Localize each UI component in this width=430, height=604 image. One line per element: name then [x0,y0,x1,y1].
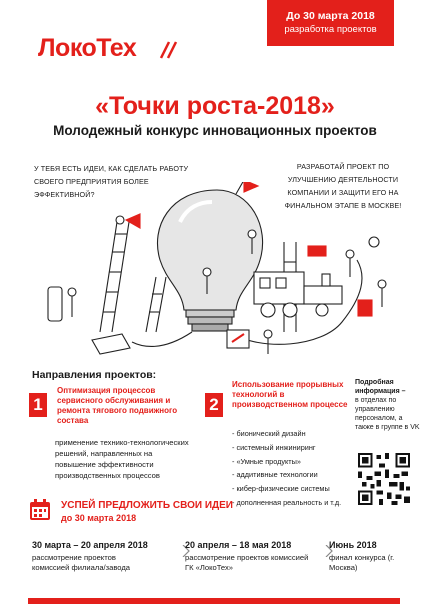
timeline-1-desc: рассмотрение проектов комиссией филиала/завода [32,553,131,572]
list-item: - «Умные продукты» [232,456,301,466]
direction-1-number: 1 [29,393,47,417]
direction-2-heading: Использование прорывных технологий в производственном процессе [232,380,348,409]
list-item: - кибер-физические системы [232,484,330,494]
timeline-1-date: 30 марта – 20 апреля 2018 [32,540,148,550]
directions-title: Направления проектов: [32,369,157,381]
cta-line-1: УСПЕЙ ПРЕДЛОЖИТЬ СВОИ ИДЕИ [61,500,233,511]
deadline-label: разработка проектов [284,24,377,35]
direction-2-number: 2 [205,393,223,417]
list-item: - дополненная реальность и т.д. [232,497,342,507]
lightbulb-illustration [22,182,412,362]
company-logo: ЛокоТех [38,34,137,62]
logo-slashes-icon [158,38,180,60]
direction-1-body: применение технико-технологических решений, направленных на повышение эффективности производственных процессов [55,438,189,480]
timeline-2-date: 20 апреля – 18 мая 2018 [185,540,292,550]
list-item: - системный инжиниринг [232,442,316,452]
deadline-date: До 30 марта 2018 [286,10,375,22]
timeline-3-date: Июнь 2018 [329,540,377,550]
info-heading: Подробная информация – [355,379,406,395]
direction-2-list [232,427,352,510]
timeline-3-desc: финал конкурса (г. Москва) [329,553,395,572]
calendar-icon [28,498,52,522]
list-item: - аддитивные технологии [232,470,318,480]
list-item: - бионический дизайн [232,429,306,438]
caption-left: У ТЕБЯ ЕСТЬ ИДЕИ, КАК СДЕЛАТЬ РАБОТУ СВОЕГО ПРЕДПРИЯТИЯ БОЛЕЕ ЭФФЕКТИВНОЙ? [34,164,189,199]
bottom-accent-bar [28,598,400,604]
deadline-banner [267,0,394,46]
page-title: «Точки роста-2018» [95,92,335,120]
cta-line-2: до 30 марта 2018 [61,513,137,523]
info-text: в отделах по управлению персоналом, а также в группе в VK [355,397,420,431]
page-subtitle: Молодежный конкурс инновационных проектов [53,123,377,138]
qr-code-icon[interactable] [358,453,410,505]
info-block [355,378,420,432]
direction-1-heading: Оптимизация процессов сервисного обслуживания и ремонта тягового подвижного состава [57,386,178,425]
timeline-2-desc: рассмотрение проектов комиссией ГК «ЛокоТех» [185,553,309,572]
cta-text [61,500,233,524]
caption-right: РАЗРАБОТАЙ ПРОЕКТ ПО УЛУЧШЕНИЮ ДЕЯТЕЛЬНОСТИ КОМПАНИИ И ЗАЩИТИ ЕГО НА ФИНАЛЬНОМ ЭТАПЕ В МОСКВЕ! [284,162,402,210]
